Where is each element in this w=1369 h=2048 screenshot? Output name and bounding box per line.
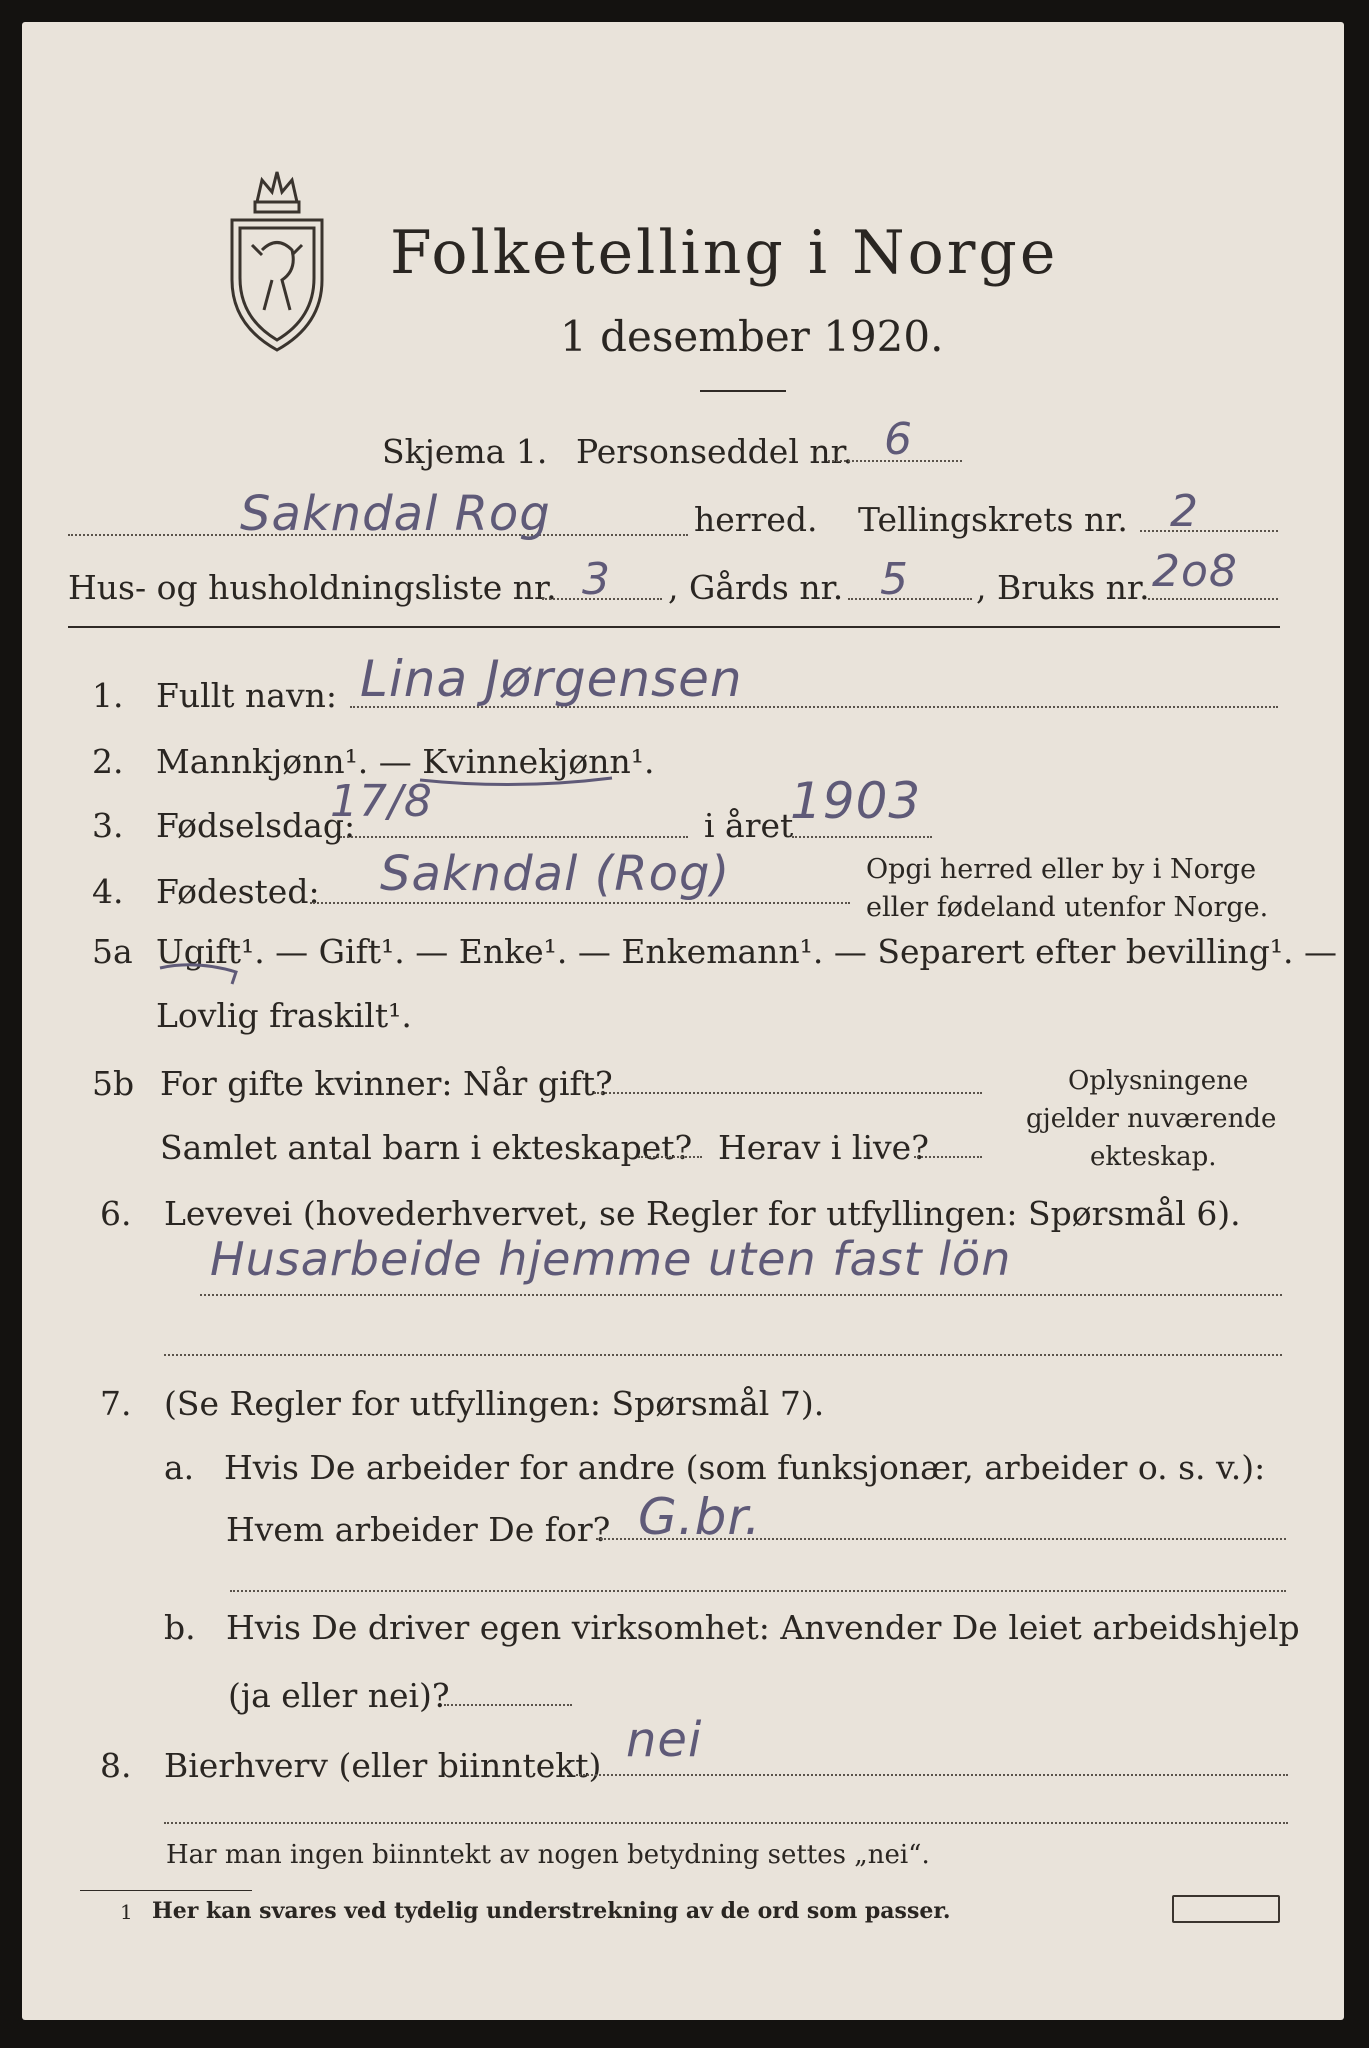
schema-label: Skjema 1.: [382, 432, 548, 471]
gards-line: [848, 598, 972, 600]
employer-value[interactable]: G.br.: [638, 1488, 762, 1546]
occupation-line-1: [200, 1294, 1282, 1296]
birth-year-value[interactable]: 1903: [790, 772, 922, 830]
kvinnekjonn-underline-icon: [416, 760, 616, 790]
side-income-line: [576, 1774, 1288, 1776]
tellingskrets-line: [1140, 530, 1278, 532]
tellingskrets-value[interactable]: 2: [1170, 486, 1199, 537]
herred-value[interactable]: Sakndal Rog: [240, 486, 551, 542]
tellingskrets-label: Tellingskrets nr.: [858, 500, 1128, 539]
hired-help-line: [444, 1704, 572, 1706]
q5b-note-line-1: Oplysningene: [1068, 1066, 1249, 1096]
q3-year-label: i året: [704, 806, 794, 845]
footnote-text: Her kan svares ved tydelig understrekning av de ord som passer.: [152, 1898, 951, 1924]
birthday-line: [340, 836, 688, 838]
footnote-number: 1: [120, 1900, 133, 1924]
q5b-number: 5b: [92, 1064, 135, 1103]
q8-number: 8.: [100, 1746, 132, 1785]
q1-number: 1.: [92, 676, 124, 715]
q5a-marital-options-2: Lovlig fraskilt¹.: [156, 996, 412, 1035]
q5b-married-label: For gifte kvinner: Når gift?: [160, 1064, 613, 1103]
q7b-number: b.: [164, 1608, 196, 1647]
q4-number: 4.: [92, 872, 124, 911]
q4-note-line-2: eller fødeland utenfor Norge.: [866, 892, 1269, 923]
q4-note-line-1: Opgi herred eller by i Norge: [866, 854, 1257, 885]
herred-label: herred.: [694, 500, 818, 539]
q5a-marital-options: Ugift¹. — Gift¹. — Enke¹. — Enkemann¹. — Separert efter bevilling¹. —: [156, 932, 1338, 971]
occupation-value[interactable]: Husarbeide hjemme uten fast lön: [210, 1232, 1012, 1286]
q5b-note-line-2: gjelder nuværende: [1026, 1104, 1277, 1134]
title-divider: [700, 390, 786, 392]
printer-stamp: [1172, 1895, 1280, 1923]
bruks-label: , Bruks nr.: [976, 568, 1150, 607]
employer-line-2: [230, 1590, 1286, 1592]
q6-number: 6.: [100, 1194, 132, 1233]
q5b-children-label: Samlet antal barn i ekteskapet?: [160, 1128, 693, 1167]
footer-note: Har man ingen biinntekt av nogen betydning settes „nei“.: [166, 1840, 930, 1870]
q3-label: Fødselsdag:: [156, 806, 356, 845]
q3-number: 3.: [92, 806, 124, 845]
married-date-line: [594, 1092, 982, 1094]
q6-label: Levevei (hovederhvervet, se Regler for utfyllingen: Spørsmål 6).: [164, 1194, 1241, 1233]
personseddel-label: Personseddel nr.: [576, 432, 854, 471]
bruks-value[interactable]: 2o8: [1152, 546, 1238, 597]
q7a-number: a.: [164, 1448, 195, 1487]
norway-coat-of-arms-icon: [222, 160, 332, 360]
q5b-note-line-3: ekteskap.: [1090, 1142, 1217, 1172]
birthday-value[interactable]: 17/8: [330, 776, 433, 827]
q7-label: (Se Regler for utfyllingen: Spørsmål 7).: [164, 1384, 825, 1423]
q8-label: Bierhverv (eller biinntekt): [164, 1746, 602, 1785]
birthplace-line: [310, 902, 850, 904]
gards-label: , Gårds nr.: [668, 568, 844, 607]
q7b-question: (ja eller nei)?: [228, 1676, 450, 1715]
section-divider: [68, 626, 1280, 628]
q7a-label: Hvis De arbeider for andre (som funksjonær, arbeider o. s. v.):: [224, 1448, 1266, 1487]
footnote-rule: [80, 1890, 252, 1891]
side-income-line-2: [164, 1822, 1288, 1824]
form-title: Folketelling i Norge: [390, 218, 1059, 288]
hus-value[interactable]: 3: [582, 554, 611, 605]
alive-line: [914, 1156, 982, 1158]
children-line: [638, 1156, 702, 1158]
birth-year-line: [792, 836, 932, 838]
side-income-value[interactable]: nei: [626, 1712, 703, 1768]
q2-gender-options: Mannkjønn¹. — Kvinnekjønn¹.: [156, 742, 655, 781]
birthplace-value[interactable]: Sakndal (Rog): [380, 846, 731, 902]
q4-label: Fødested:: [156, 872, 320, 911]
gards-value[interactable]: 5: [880, 554, 909, 605]
q7b-label: Hvis De driver egen virksomhet: Anvender De leiet arbeidshjelp: [226, 1608, 1300, 1647]
q1-label: Fullt navn:: [156, 676, 337, 715]
occupation-line-2: [164, 1354, 1282, 1356]
q7a-question: Hvem arbeider De for?: [226, 1510, 611, 1549]
q5a-number: 5a: [92, 932, 133, 971]
q5b-alive-label: Herav i live?: [718, 1128, 929, 1167]
q7-number: 7.: [100, 1384, 132, 1423]
ugift-underline-icon: [156, 958, 246, 988]
personseddel-value[interactable]: 6: [884, 414, 913, 465]
census-date: 1 desember 1920.: [560, 312, 944, 361]
q2-number: 2.: [92, 742, 124, 781]
hus-label: Hus- og husholdningsliste nr.: [68, 568, 557, 607]
full-name-value[interactable]: Lina Jørgensen: [360, 650, 743, 708]
bruks-line: [1148, 598, 1278, 600]
